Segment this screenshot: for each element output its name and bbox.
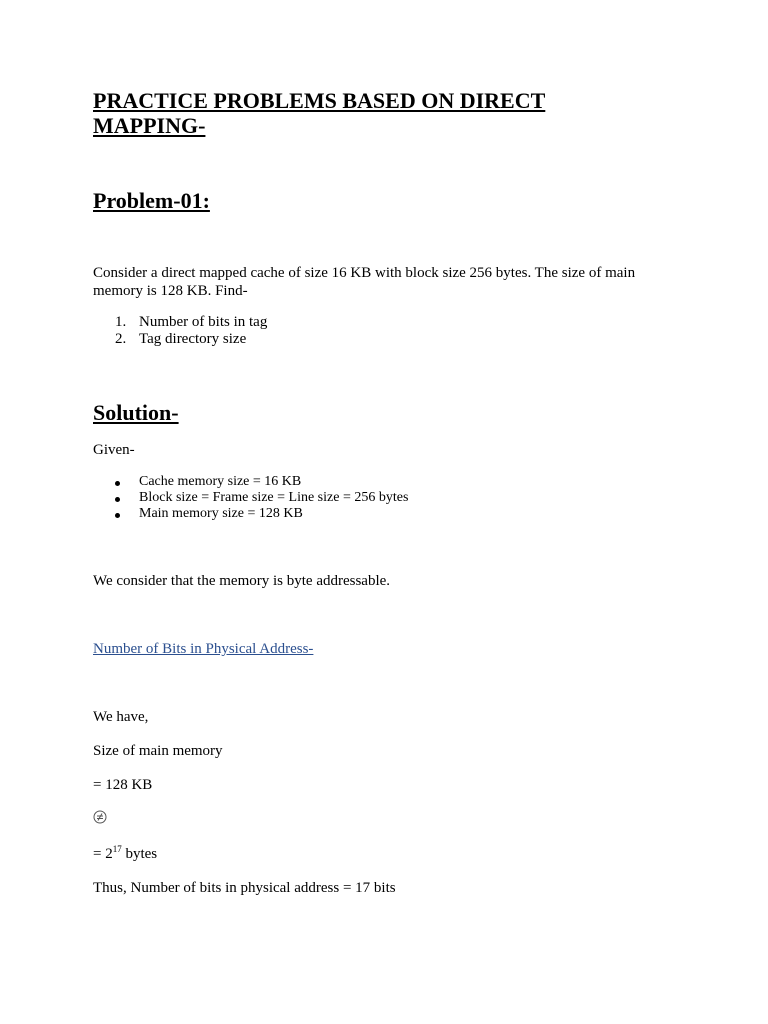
list-item — [93, 490, 408, 506]
problem-statement: Consider a direct mapped cache of size 16 KB with block size 256 bytes. The size of main memory is 128 KB. Find- — [93, 265, 636, 299]
list-item — [93, 506, 408, 522]
list-item — [93, 331, 267, 348]
conclusion-text: Thus, Number of bits in physical address = 17 bits — [93, 880, 396, 896]
assumption-text: We consider that the memory is byte addressable. — [93, 573, 391, 589]
list-item-text: Main memory size = 128 KB — [139, 506, 303, 521]
list-item — [93, 314, 267, 331]
list-item-text: Block size = Frame size = Line size = 256 bytes — [139, 490, 409, 505]
given-label: Given- — [93, 442, 135, 458]
we-have-text: We have, — [93, 709, 149, 725]
equivalence-circle-icon — [93, 810, 107, 824]
physical-address-section-link[interactable]: Number of Bits in Physical Address- — [93, 641, 314, 657]
given-list — [93, 474, 408, 522]
list-item-number: 2. — [115, 331, 127, 347]
size-label: Size of main memory — [93, 743, 223, 759]
bullet-icon — [115, 497, 120, 502]
power-suffix: bytes — [121, 846, 158, 862]
bullet-icon — [115, 513, 120, 518]
power-of-two-value — [93, 845, 157, 863]
list-item-text: Number of bits in tag — [139, 314, 268, 330]
problem-heading: Problem-01: — [93, 188, 210, 213]
size-value: = 128 KB — [93, 777, 153, 793]
bullet-icon — [115, 481, 120, 486]
list-item-number: 1. — [115, 314, 127, 330]
power-prefix: = 2 — [93, 846, 113, 862]
page-title: PRACTICE PROBLEMS BASED ON DIRECT MAPPING- — [93, 88, 546, 138]
power-exponent: 17 — [112, 844, 122, 854]
list-item-text: Tag directory size — [139, 331, 247, 347]
solution-heading: Solution- — [93, 400, 179, 425]
list-item — [93, 474, 408, 490]
find-list — [93, 314, 267, 348]
list-item-text: Cache memory size = 16 KB — [139, 474, 302, 489]
